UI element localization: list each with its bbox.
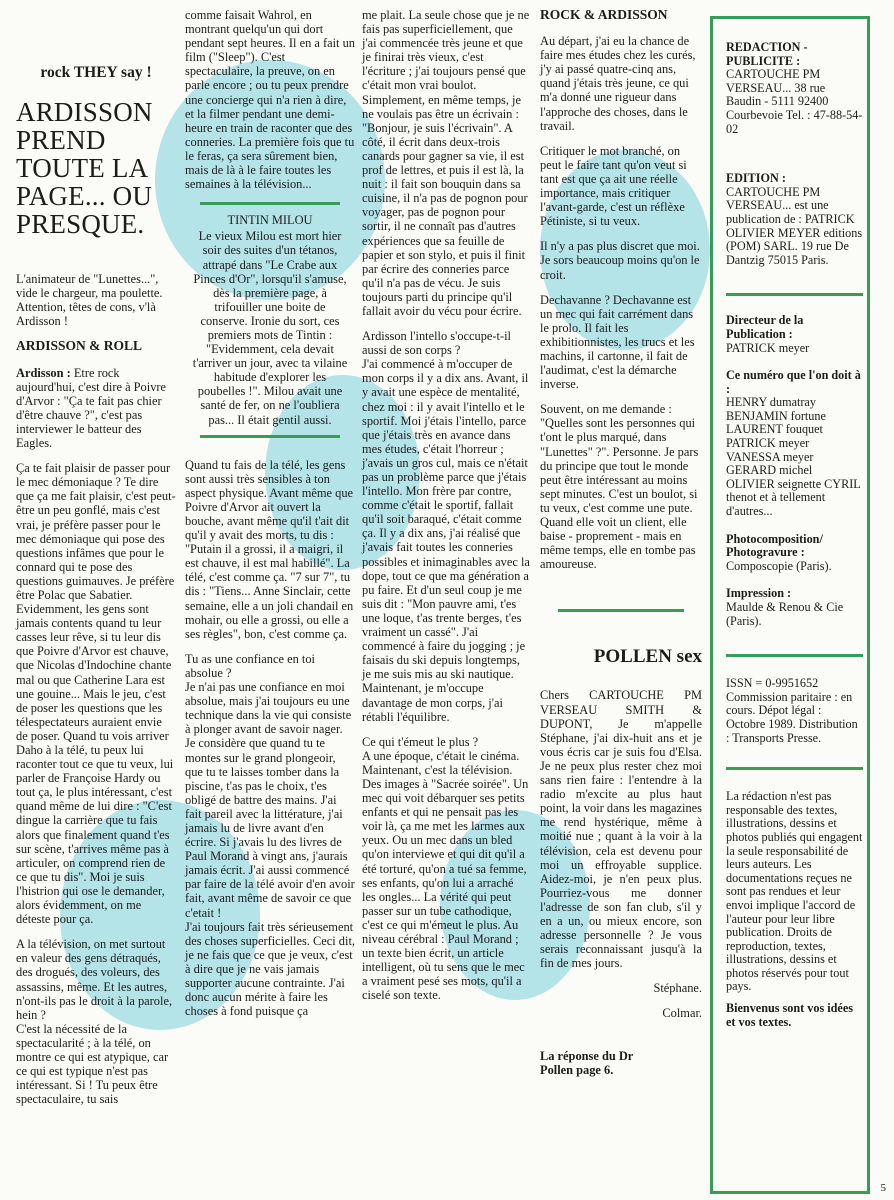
- paragraph: [16, 366, 176, 451]
- paragraph: comme faisait Wahrol, en montrant quelqu'un qui dort pendant sept heures. Il en a fait un film ("Sleep"). C'est spectaculaire, la preuve, on en parle encore ; ou tu peux prendre une concierge qui n'a rien à dire, et la filmer pendant une demi-heure en train de raconter que des conneries. La première fois que tu le feras, ça sera sûrement bien, mais de là à le faire toutes les semaines à la télévision...: [185, 8, 355, 192]
- divider: [726, 654, 863, 657]
- directeur-text: PATRICK meyer: [726, 340, 810, 355]
- paragraph: J'ai commencé à m'occuper de mon corps il y a dix ans. Avant, il y avait une espèce de mentalité, chez moi : il y avait l'intello et le sportif. Moi j'étais l'intello, parce que j'étais très en avance dans mes études, c'était l'horreur ; j'avais un gros cul, mais ce n'était pas un problème parce que j'étais l'intello. Mon frère par contre, comme c'était le sportif, fallait qu'il soit baraqué, c'était comme ça. Il y a dix ans, j'ai réalisé que j'avais fait toutes les conneries possibles et inimaginables avec la dope, tout ce que ma génération a pu faire. Et d'un seul coup je me suis dit : "Mon pauvre ami, t'es une loque, t'as trente berges, t'es vraiment un cassé". J'ai commencé à faire du jogging ; je faisais du ski depuis longtemps, je me suis mis au ski nautique. Maintenant, je m'occupe davantage de mon corps, j'ai rétabli l'équilibre.: [362, 357, 530, 724]
- call-for-contributions: Bienvenus sont vos idées et vos textes.: [726, 1001, 853, 1029]
- divider: [200, 202, 340, 205]
- disclaimer: La rédaction n'est pas responsable des textes, illustrations, dessins et photos publiés qui engagent la seule responsabilité de leurs auteurs. Les documentations reçues ne sont pas rendues et leur envoi implique l'accord de l'auteur pour leur libre publication. Droits de reproduction, textes, illustrations, dessins et photos réservés pour tout pays.: [726, 789, 863, 994]
- redaction-label: REDACTION - PUBLICITE :: [726, 40, 808, 68]
- numero-label: Ce numéro que l'on doit à :: [726, 368, 861, 396]
- paragraph: Je n'ai pas une confiance en moi absolue, mais j'ai toujours eu une technique dans la vie qui consiste à plonger avant de savoir nager. Je considère que quand tu te montes sur le grand plongeoir, que tu te laisses tomber dans la piscine, t'as pas le choix, t'es obligé de battre des mains. J'ai fait pareil avec la littérature, j'ai jamais lu de livre avant d'en écrire. Si j'avais lu des livres de Paul Morand à vingt ans, j'aurais jamais écrit. J'ai aussi commencé par faire de la télé avoir d'en avoir fait, avant même de savoir ce que c'etait !: [185, 680, 355, 920]
- paragraph: Au départ, j'ai eu la chance de faire mes études chez les curés, j'y ai passé quatre-cinq ans, quand j'étais très jeune, ce qui m'a donné une rigueur dans l'approche des choses, dans le travail.: [540, 34, 696, 133]
- paragraph: Ça te fait plaisir de passer pour le mec démoniaque ? Te dire que ça me fait plaisir, c'est peut-être un peu gonflé, mais c'est vrai, je préfère passer pour le mec démoniaque qui pose des questions infâmes que pour le connard qui te pose des questions guimauves. Je préfère être Polac que Sabatier. Evidemment, les gens sont jamais contents quand tu leur casses leur rêve, si tu leur dis que Poivre d'Arvor est chauve, que Nicolas d'Indochine chante mal ou que Catherine Lara est une gouine... Mais le jeu, c'est de poser les questions que les télespectateurs auraient envie de poser. Quand tu vois arriver Daho à la télé, tu peux lui raconter tout ce que tu veux, lui parler de Françoise Hardy ou tout ça, le plus intéressant, c'est quand même de lui dire : "C'est dingue la carrière que tu fais alors que finalement quand t'es sur scène, t'arrives même pas à articuler, on comprend rien de ce que tu dis". Moi je suis l'histrion qui ose le demander, alors évidemment, on me déteste pour ça.: [16, 461, 176, 927]
- paragraph: me plait. La seule chose que je ne fais pas superficiellement, que j'ai commencée très jeune et que je finirai très vieux, c'est l'écriture ; j'ai toujours pensé que c'était mon vrai boulot. Simplement, en même temps, je ne voulais pas être un écrivain : "Bonjour, je suis l'écrivain". A côté, il écrit dans deux-trois canards pour gagner sa vie, il est prof de lettres, et puis il est là, la nuit : il fait son bouquin dans sa cuisine, il n'a pas de pognon pour voyager, pas de pognon pour sortir, il ne connaît pas d'autres expériences que sa feuille de papier et son stylo, et puis il finit par écrire des conneries parce qu'il n'a pas de vécu. Je suis toujours parti du principe qu'il fallait avoir du vécu pour écrire.: [362, 8, 530, 318]
- question: Ardisson l'intello s'occupe-t-il aussi de son corps ?: [362, 329, 511, 358]
- numero-text: HENRY dumatray BENJAMIN fortune LAURENT fouquet PATRICK meyer VANESSA meyer GERARD michel OLIVIER seignette CYRIL thenot et à tellement d'autres...: [726, 395, 861, 519]
- column-4: [540, 8, 702, 1088]
- speaker-label: Ardisson :: [16, 365, 71, 380]
- photocomposition-label: Photocomposition/ Photogravure :: [726, 531, 823, 560]
- paragraph: Dechavanne ? Dechavanne est un mec qui fait carrément dans le prolo. Il fait les exhibitionnistes, les trucs et les machins, il cartonne, il fait de l'audimat, c'est la démarche inverse.: [540, 292, 695, 392]
- legal-info: ISSN = 0-9951652 Commission paritaire : en cours. Dépot légal : Octobre 1989. Distribution : Transports Presse.: [726, 676, 858, 745]
- paragraph-text: Etre rock aujourd'hui, c'est dire à Poivre d'Arvor : "Ça te fait pas chier d'être chauve ?", c'est pas interviewer le batteur des Eagles.: [16, 365, 167, 451]
- paragraph: Quand tu fais de la télé, les gens sont aussi très sensibles à ton aspect physique. Avant même que Poivre d'Arvor ait ouvert la bouche, avant même qu'il t'ait dit qu'il y avait des morts, tu dis : "Putain il a grossi, il a maigri, il est chauve, il est mal habillé". La télé, c'est comme ça. "7 sur 7", tu dis : "Tiens... Anne Sinclair, cette semaine, elle a un joli chandail en mohair, ou elle a grossi, ou elle a ses règles", bon, c'est comme ça.: [185, 457, 354, 641]
- impression-label: Impression :: [726, 586, 792, 601]
- reply-note: La réponse du Dr Pollen page 6.: [540, 1048, 634, 1077]
- question: Ce qui t'émeut le plus ?: [362, 734, 479, 749]
- edition-label: EDITION :: [726, 171, 786, 186]
- signature-city: Colmar.: [662, 1006, 702, 1021]
- pollen-sex-heading: POLLEN sex: [593, 646, 702, 668]
- rock-they-say-heading: rock THEY say !: [40, 64, 152, 81]
- column-3: [362, 8, 530, 1013]
- tintin-milou-title: TINTIN MILOU: [227, 213, 313, 228]
- signature-name: Stéphane.: [653, 981, 702, 996]
- photocomposition-text: Composcopie (Paris).: [726, 558, 832, 573]
- divider: [200, 435, 340, 438]
- divider: [726, 767, 863, 770]
- paragraph: A la télévision, on met surtout en valeur des gens détraqués, des drogués, des voleurs, des assassins, même. Et les autres, n'ont-ils pas le droit à la parole, hein ?: [16, 937, 173, 1022]
- masthead-box: [710, 16, 870, 1194]
- section-heading-ardisson-roll: ARDISSON & ROLL: [16, 338, 143, 354]
- redaction-text: CARTOUCHE PM VERSEAU... 38 rue Baudin - 5111 92400 Courbevoie Tel. : 47-88-54-02: [726, 67, 863, 136]
- directeur-label: Directeur de la Publication :: [726, 313, 804, 341]
- impression-text: Maulde & Renou & Cie (Paris).: [726, 600, 844, 628]
- column-1: [16, 8, 176, 1117]
- section-heading-rock-ardisson: ROCK & ARDISSON: [540, 7, 668, 22]
- column-2: [185, 8, 355, 1029]
- article-title: ARDISSON PREND TOUTE LA PAGE... OU PRESQUE.: [16, 97, 153, 240]
- paragraph: A une époque, c'était le cinéma. Maintenant, c'est la télévision. Des images à "Sacrée soirée". Un mec qui voit débarquer ses petits enfants et qui ne pensait pas les voir là, ça me met les larmes aux yeux. Ou un mec dans un bled qu'on interviewe et qui dit qu'il a été torturé, qu'on a tué sa femme, ses enfants, qu'on lui a arraché les ongles... La vérité qui peut passer sur un tube cathodique, c'est ce qui m'émeut le plus. Au niveau cérébral : Paul Morand ; un texte bien écrit, un article intelligent, où tu sens que le mec a vraiment pesé ses mots, qu'il a ciselé son texte.: [362, 748, 529, 1003]
- masthead-content: [726, 41, 863, 1029]
- question: Tu as une confiance en toi absolue ?: [185, 651, 315, 680]
- reader-letter: Chers CARTOUCHE PM VERSEAU SMITH & DUPONT, Je m'appelle Stéphane, j'ai dix-huit ans et je vous écris car je suis fou d'Elsa. Je ne peux plus rester chez moi sans rien faire : l'entendre à la radio m'excite au plus haut point, la voir dans les magazines me rend hystérique, même à moitié nue ; quant à la voir à la télévision, cela est devenu pour moi un effroyable supplice. Aidez-moi, je n'en peux plus. Pourriez-vous me donner l'adresse de son fan club, s'il y en a un, ou mieux encore, son adresse personnelle ? Je vous serais reconnaissant jusqu'à la fin de mes jours.: [540, 688, 702, 971]
- divider: [558, 609, 684, 612]
- edition-text: CARTOUCHE PM VERSEAU... est une publication de : PATRICK OLIVIER MEYER editions (POM) SARL. 19 rue De Dantzig 75015 Paris.: [726, 184, 863, 267]
- page-number: 5: [880, 1182, 886, 1194]
- paragraph: Il n'y a pas plus discret que moi. Je sors beaucoup moins qu'on le croit.: [540, 239, 700, 282]
- article-intro: L'animateur de "Lunettes...", vide le chargeur, ma poulette. Attention, têtes de cons, v'là Ardisson !: [16, 272, 163, 329]
- paragraph: J'ai toujours fait très sérieusement des choses superficielles. Ceci dit, je ne fais que ce que je veux, c'est à dire que je ne vais jamais supporter aucune contrainte. J'ai donc aucun mérite à faire les choses à fond puisque ça: [185, 919, 355, 1019]
- divider: [726, 293, 863, 296]
- tintin-milou-text: Le vieux Milou est mort hier soir des suites d'un tétanos, attrapé dans "Le Crabe aux Pinces d'Or", lorsqu'il s'amuse, dès la première page, à trifouiller une boite de conserve. Ironie du sort, ces premiers mots de Tintin : "Evidemment, cela devait t'arriver un jour, avec ta vilaine habitude d'explorer les poubelles !". Milou avait une santé de fer, on ne l'oubliera pas... Il était gentil aussi.: [192, 229, 348, 427]
- paragraph: Souvent, on me demande : "Quelles sont les personnes qui t'ont le plus marqué, dans "Lunettes" ?". Personne. Je pars du principe que tout le monde peut être intéressant au moins sept minutes. C'est un boulot, si tu veux, c'est comme une pute. Quand elle voit un client, elle baise - proprement - mais en même temps, elle en tombe pas amoureuse.: [540, 402, 699, 572]
- paragraph: C'est la nécessité de la spectacularité ; à la télé, on montre ce qui est atypique, car ce qui est typique n'est pas intéressant. Si ! Tu peux être spectaculaire, tu sais: [16, 1021, 169, 1107]
- paragraph: Critiquer le mot branché, on peut le faire tant qu'on veut si tant est que ça ait une réelle importance, mais critiquer l'avant-garde, c'est un réflèxe Pétiniste, si tu veux.: [540, 143, 687, 229]
